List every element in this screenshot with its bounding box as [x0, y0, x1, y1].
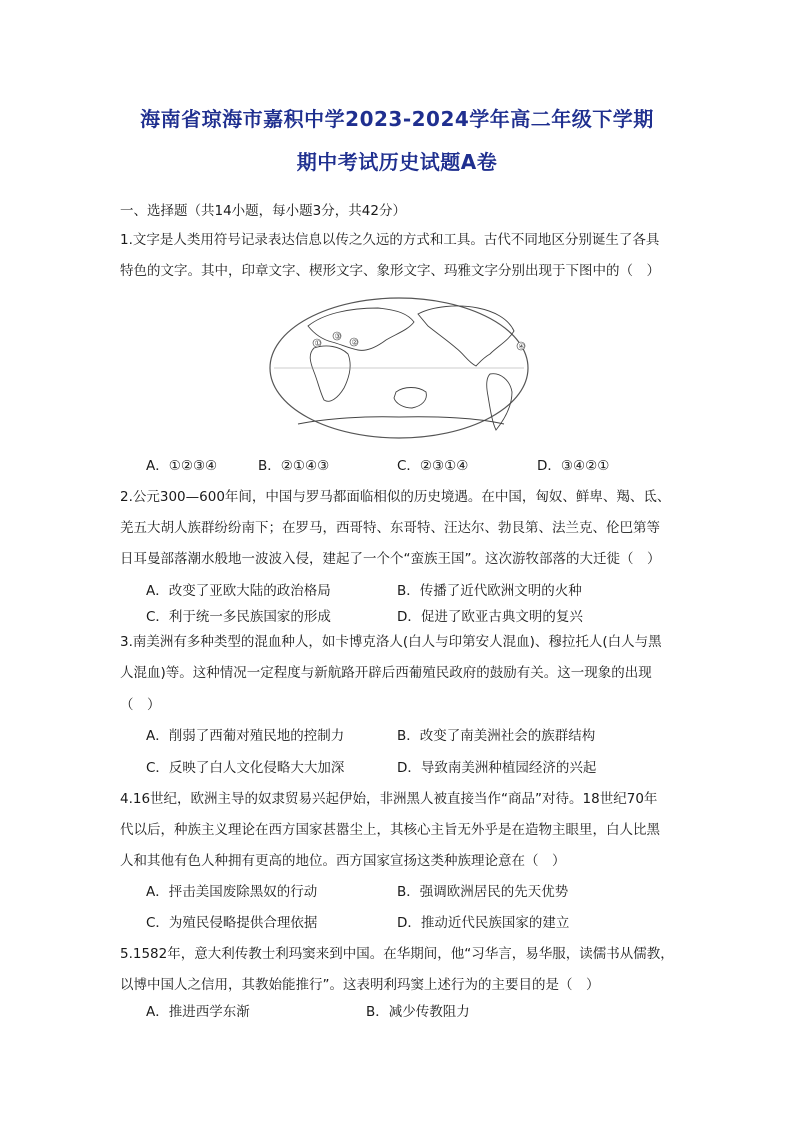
map-marker-3: ③ — [334, 332, 341, 341]
q4-line-1: 4.16世纪，欧洲主导的奴隶贸易兴起伊始，非洲黑人被直接当作“商品”对待。18世纪70年 — [120, 791, 658, 807]
q2-option-a: A．改变了亚欧大陆的政治格局 — [146, 583, 331, 599]
q3-line-2: 人混血)等。这种情况一定程度与新航路开辟后西葡殖民政府的鼓励有关。这一现象的出现 — [120, 665, 652, 681]
q2-line-2: 羌五大胡人族群纷纷南下；在罗马，西哥特、东哥特、汪达尔、勃艮第、法兰克、伦巴第等 — [120, 520, 660, 536]
q1-option-a: A．①②③④ — [146, 458, 218, 474]
q5-option-b: B．减少传教阻力 — [366, 1004, 470, 1020]
map-marker-1: ① — [314, 339, 321, 348]
q3-option-c: C．反映了白人文化侵略大大加深 — [146, 760, 345, 776]
world-map — [268, 296, 530, 441]
q4-line-3: 人和其他有色人种拥有更高的地位。西方国家宣扬这类种族理论意在（ ） — [120, 853, 566, 869]
q3-option-a: A．削弱了西葡对殖民地的控制力 — [146, 728, 345, 744]
section-header: 一、选择题（共14小题，每小题3分，共42分） — [120, 203, 406, 219]
q1-option-b: B．②①④③ — [258, 458, 330, 474]
q3-line-1: 3.南美洲有多种类型的混血种人，如卡博克洛人(白人与印第安人混血)、穆拉托人(白人与黑 — [120, 634, 662, 650]
q2-line-3: 日耳曼部落潮水般地一波波入侵，建起了一个个“蛮族王国”。这次游牧部落的大迁徙（ ） — [120, 551, 661, 567]
q2-option-d: D．促进了欧亚古典文明的复兴 — [397, 609, 583, 625]
q5-line-2: 以博中国人之信用，其教始能推行”。这表明利玛窦上述行为的主要目的是（ ） — [120, 977, 600, 993]
q3-option-d: D．导致南美洲种植园经济的兴起 — [397, 760, 597, 776]
q4-option-d: D．推动近代民族国家的建立 — [397, 915, 570, 931]
q4-line-2: 代以后，种族主义理论在西方国家甚嚣尘上，其核心主旨无外乎是在造物主眼里，白人比黑 — [120, 822, 660, 838]
q2-option-b: B．传播了近代欧洲文明的火种 — [397, 583, 582, 599]
q3-option-b: B．改变了南美洲社会的族群结构 — [397, 728, 596, 744]
q2-line-1: 2.公元300—600年间，中国与罗马都面临相似的历史境遇。在中国，匈奴、鲜卑、羯、氐、 — [120, 489, 671, 505]
q1-option-c: C．②③①④ — [397, 458, 469, 474]
q5-line-1: 5.1582年，意大利传教士利玛窦来到中国。在华期间，他“习华言，易华服，读儒书从儒教， — [120, 946, 674, 962]
document-title-line-2: 期中考试历史试题A卷 — [296, 150, 498, 174]
q1-option-d: D．③④②① — [537, 458, 610, 474]
q4-option-b: B．强调欧洲居民的先天优势 — [397, 884, 569, 900]
q4-option-a: A．抨击美国废除黑奴的行动 — [146, 884, 318, 900]
map-marker-4: ④ — [518, 342, 525, 351]
map-marker-2: ② — [351, 338, 358, 347]
document-title-line-1: 海南省琼海市嘉积中学2023-2024学年高二年级下学期 — [140, 107, 654, 131]
q1-line-1: 1.文字是人类用符号记录表达信息以传之久远的方式和工具。古代不同地区分别诞生了各具 — [120, 232, 660, 248]
q2-option-c: C．利于统一多民族国家的形成 — [146, 609, 331, 625]
q4-option-c: C．为殖民侵略提供合理依据 — [146, 915, 318, 931]
q5-option-a: A．推进西学东渐 — [146, 1004, 250, 1020]
q3-line-3: （ ） — [120, 697, 161, 713]
q1-line-2: 特色的文字。其中，印章文字、楔形文字、象形文字、玛雅文字分别出现于下图中的（ ） — [120, 263, 660, 279]
